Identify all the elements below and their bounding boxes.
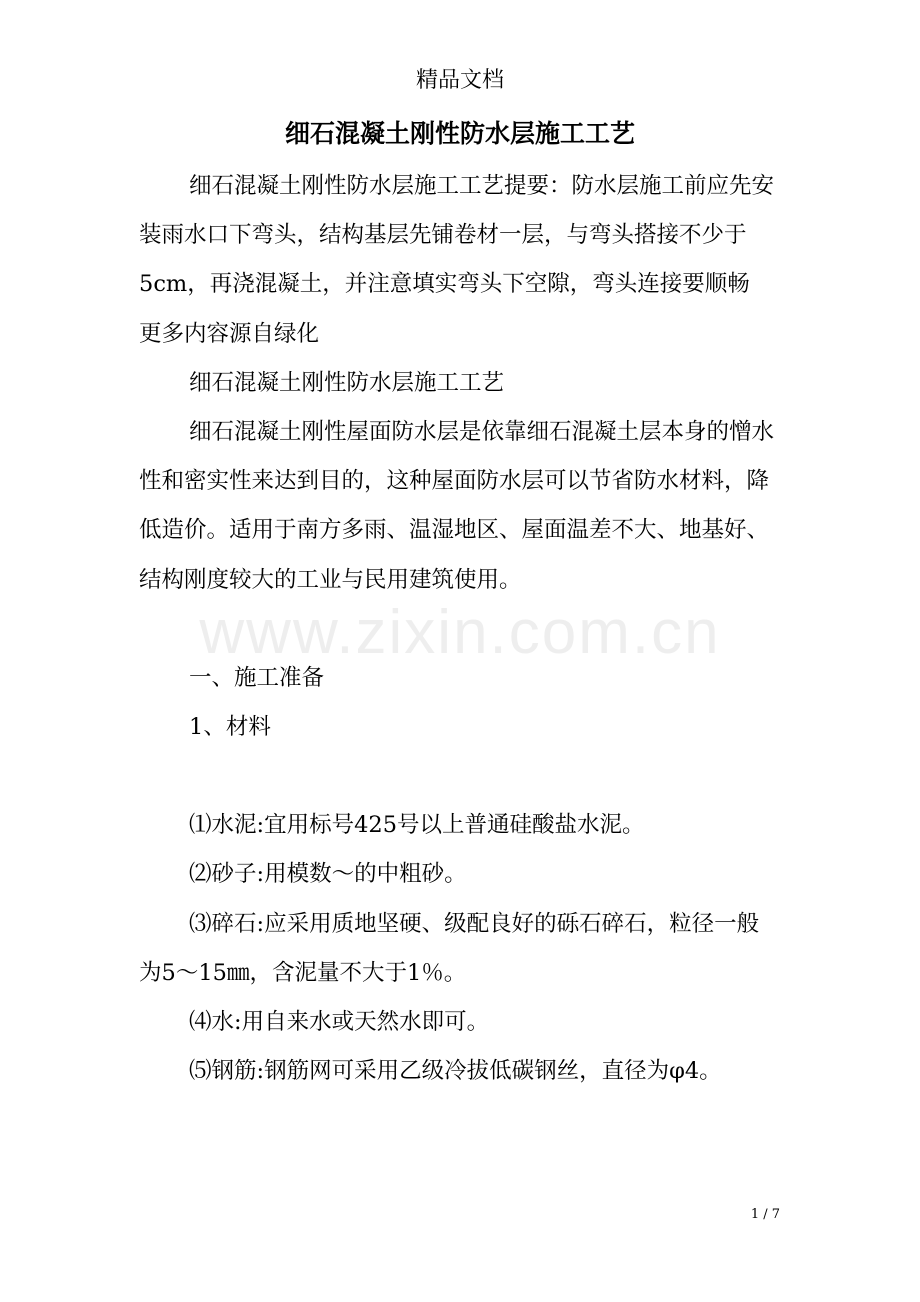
material-item: ⑷水:用自来水或天然水即可。	[189, 1009, 490, 1036]
section-title: 细石混凝土刚性防水层施工工艺	[189, 369, 505, 396]
page-header: 精品文档	[415, 68, 504, 93]
material-item: ⑸钢筋:钢筋网可采用乙级冷拔低碳钢丝，直径为φ4。	[189, 1058, 722, 1085]
material-item: ⑶碎石:应采用质地坚硬、级配良好的砾石碎石，粒径一般为5～15㎜，含泥量不大于1％。	[139, 910, 760, 986]
material-item: ⑵砂子:用模数～的中粗砂。	[189, 861, 467, 888]
material-item: ⑴水泥:宜用标号425号以上普通硅酸盐水泥。	[189, 812, 645, 839]
source-note: 更多内容源自绿化	[139, 320, 320, 347]
intro-paragraph: 细石混凝土刚性屋面防水层是依靠细石混凝土层本身的憎水性和密实性来达到目的，这种屋面防水层可以节省防水材料，降低造价。适用于南方多雨、温湿地区、屋面温差不大、地基好、结构刚度较大的工业与民用建筑使用。	[139, 419, 775, 593]
page-number: 1 / 7	[750, 1207, 780, 1222]
watermark: www.zixin.com.cn	[199, 598, 721, 667]
heading-materials: 1、材料	[189, 714, 271, 741]
spacer	[139, 752, 779, 801]
summary-paragraph: 细石混凝土刚性防水层施工工艺提要：防水层施工前应先安装雨水口下弯头，结构基层先铺卷材一层，与弯头搭接不少于5cm，再浇混凝土，并注意填实弯头下空隙，弯头连接要顺畅	[139, 173, 775, 298]
document-title: 细石混凝土刚性防水层施工工艺	[284, 119, 635, 148]
heading-preparation: 一、施工准备	[189, 664, 325, 691]
